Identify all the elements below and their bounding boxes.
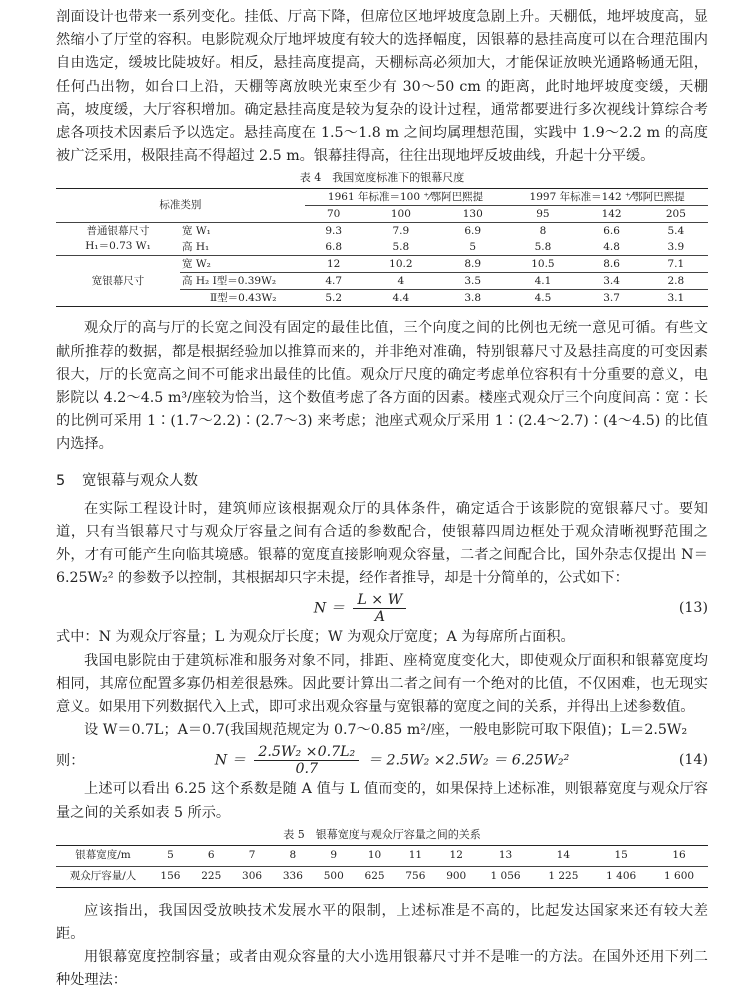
table-cell: 4.7: [305, 273, 363, 290]
table-cell: 7.1: [644, 256, 708, 273]
table-cell: 4.5: [534, 291, 552, 304]
table-4-group-1961: 1961 年标准＝100 ⁺⁄鄂阿巴熙提: [305, 189, 507, 206]
table-cell: 3.5: [439, 273, 506, 290]
eq14-lhs: N ＝: [214, 752, 246, 769]
table-cell: 14: [534, 845, 592, 866]
table-cell: 10.2: [363, 256, 440, 273]
table-cell: 12: [305, 256, 363, 273]
eq14-fraction: [254, 744, 359, 777]
table-4-ordinary-label: [56, 223, 180, 256]
table-4-height-h2: 高 H₂: [182, 274, 210, 287]
table-4-type-2: Ⅱ型＝0.43W₂: [210, 291, 277, 304]
ordinary-label-line-2: H₁＝0.73 W₁: [85, 240, 151, 253]
table-4-wide-label: 宽银幕尺寸: [56, 256, 180, 307]
table-cell: 11: [395, 845, 436, 866]
table-cell: 1 225: [548, 870, 579, 883]
table-cell: 225: [201, 870, 222, 883]
table-cell: 5.8: [534, 240, 552, 253]
table-5-row-label-width: 银幕宽度/m: [56, 845, 150, 866]
table-cell: 10.5: [506, 256, 579, 273]
table-cell: 8.9: [439, 256, 506, 273]
eq14-denominator: 0.7: [295, 760, 319, 777]
table-cell: 1 406: [606, 870, 637, 883]
table-cell: 3.9: [667, 240, 685, 253]
equation-13-number: (13): [678, 600, 708, 617]
section-heading: [56, 469, 708, 490]
table-cell: 7.9: [392, 224, 410, 237]
table-cell: 3.4: [579, 273, 643, 290]
section-number: 5: [56, 472, 66, 489]
eq13-numerator: L × W: [353, 592, 406, 609]
table-cell: 1 056: [490, 870, 521, 883]
table-cell: 5: [150, 845, 191, 866]
table-5-row-label-capacity: 观众厅容量/人: [69, 870, 137, 883]
paragraph-note: 应该指出，我国因受放映技术发展水平的限制，上述标准是不高的，比起发达国家来还有较大差距。: [56, 902, 708, 943]
paragraph-assumptions: 设 W＝0.7L；A＝0.7(我国规范规定为 0.7～0.85 m²/座，一般电影院可取下限值)；L＝2.5W₂: [84, 722, 688, 739]
table-cell: 156: [160, 870, 181, 883]
table-cell: 4: [363, 273, 440, 290]
table-cell: 3.7: [603, 291, 620, 304]
table-4-col: 142: [579, 206, 643, 223]
eq14-rhs: ＝ 2.5W₂ ×2.5W₂ ＝ 6.25W₂²: [367, 752, 570, 769]
page: [56, 6, 708, 993]
paragraph-china-cinemas: 我国电影院由于建筑标准和服务对象不同，排距、座椅宽度变化大，即使观众厅面积和银幕宽度均相同，其席位配置多寡仍相差很悬殊。因此要计算出二者之间有一个绝对的比值，不仅困难，也无现实意义。如果用下列数据代入上式，即可求出观众容量与宽银幕的宽度之间的关系，并得出上述参数值。: [56, 652, 708, 716]
table-cell: 8: [272, 845, 313, 866]
table-cell: 9: [313, 845, 354, 866]
table-cell: 4.8: [603, 240, 620, 253]
table-cell: 2.8: [644, 273, 708, 290]
table-cell: 15: [592, 845, 650, 866]
table-cell: 5.8: [392, 240, 410, 253]
table-cell: 336: [282, 870, 303, 883]
table-cell: 12: [436, 845, 477, 866]
equation-14: [56, 742, 708, 778]
paragraph-hall-proportions: 观众厅的高与厅的长宽之间没有固定的最佳比值，三个向度之间的比例也无统一意见可循。有些文献所推荐的数据，都是根据经验加以推算而来的，并非绝对准确，特别银幕尺寸及悬挂高度的可变因素很大，厅的长宽高之间不可能求出最佳的比值。观众厅尺度的确定考虑单位容积有十分重要的意义，电影院以 4.2～4.5 m³/座较为恰当，这个数值考虑了各方面的因素。楼座式观众厅三个向度间高∶宽∶长的比例可采用 1∶(1.7～2.2)∶(2.7～3) 来考虑；池座式观众厅采用 1∶(2.4～2.7)∶(4～4.5) 的比值内选择。: [56, 320, 708, 453]
table-4-col: 95: [506, 206, 579, 223]
table-cell: 10: [354, 845, 395, 866]
table-cell: 16: [650, 845, 708, 866]
table-cell: 756: [405, 870, 426, 883]
table-cell: 1 600: [664, 870, 695, 883]
table-5: [56, 845, 708, 888]
paragraph-formula-legend: 式中：N 为观众厅容量；L 为观众厅长度；W 为观众厅宽度；A 为每席所占面积。: [56, 629, 575, 646]
equation-14-number: (14): [678, 752, 708, 769]
table-cell: 4.4: [392, 291, 410, 304]
paragraph-screen-audience: 在实际工程设计时，建筑师应该根据观众厅的具体条件，确定适合于该影院的宽银幕尺寸。要知道，只有当银幕尺寸与观众厅容量之间有合适的参数配合，使银幕四周边框处于观众清晰视野范围之外，才有可能产生向临其境感。银幕的宽度直接影响观众容量，二者之间配合比，国外杂志仅提出 N＝6.25W₂² 的参数予以控制，其根据却只字未提，经作者推导，却是十分简单的，公式如下：: [56, 500, 708, 587]
table-cell: 5: [469, 240, 477, 253]
table-4-category-header: 标准类别: [56, 189, 305, 223]
equation-13-body: [56, 592, 668, 625]
type-1-label: Ⅰ型＝0.39W₂: [212, 274, 277, 287]
table-cell: 306: [242, 870, 263, 883]
table-4-width-w2: 宽 W₂: [180, 256, 305, 273]
table-cell: 900: [446, 870, 467, 883]
table-4-col: 100: [363, 206, 440, 223]
table-4-width-w1: 宽 W₁: [182, 224, 211, 237]
table-cell: 3.8: [464, 291, 482, 304]
table-5-caption: 表 5 银幕宽度与观众厅容量之间的关系: [283, 827, 481, 841]
table-4-caption: 表 4 我国宽度标准下的银幕尺度: [299, 171, 465, 185]
table-4-type-1: [180, 273, 305, 290]
eq14-prefix: 则：: [56, 753, 85, 770]
table-cell: 5.4: [667, 224, 685, 237]
table-cell: 13: [477, 845, 535, 866]
table-cell: 6: [191, 845, 232, 866]
paragraph-screen-height: 剖面设计也带来一系列变化。挂低、厅高下降，但席位区地坪坡度急剧上升。天棚低，地坪坡度高，显然缩小了厅堂的容积。电影院观众厅地坪坡度有较大的选择幅度，因银幕的悬挂高度可以在合理范围内自由选定，缓坡比陡坡好。相反，悬挂高度提高，天棚标高必须加大，才能保证放映光通路畅通无阻，任何凸出物，如台口上沿，天棚等离放映光束至少有 30～50 cm 的距离，此时地坪坡度变缓，天棚高，坡度缓，大厅容积增加。确定悬挂高度是较为复杂的设计过程，通常都要进行多次视线计算综合考虑各项技术因素后予以选定。悬挂高度在 1.5～1.8 m 之间均属理想范围，实践中 1.9～2.2 m 的高度被广泛采用，极限挂高不得超过 2.5 m。银幕挂得高，往往出现地坪反坡曲线，升起十分平缓。: [56, 9, 708, 165]
table-cell: 625: [364, 870, 385, 883]
paragraph-coefficient: 上述可以看出 6.25 这个系数是随 A 值与 L 值而变的，如果保持上述标准，则银幕宽度与观众厅容量之间的关系如表 5 所示。: [56, 781, 708, 821]
table-cell: 7: [232, 845, 273, 866]
paragraph-other-methods: 用银幕宽度控制容量；或者由观众容量的大小选用银幕尺寸并不是唯一的方法。在国外还用下列二种处理法：: [56, 949, 708, 989]
table-4: [56, 188, 708, 307]
table-cell: 500: [323, 870, 344, 883]
equation-13: [56, 590, 708, 626]
table-cell: 4.1: [506, 273, 579, 290]
table-4-height-h1: 高 H₁: [182, 240, 210, 253]
table-4-col: 70: [305, 206, 363, 223]
table-cell: 3.1: [667, 291, 685, 304]
table-cell: 5.2: [325, 291, 343, 304]
ordinary-label-line-1: 普通银幕尺寸: [86, 225, 150, 238]
eq13-lhs: N ＝: [313, 600, 345, 617]
eq13-fraction: [353, 592, 406, 625]
section-title: 宽银幕与观众人数: [82, 472, 198, 489]
table-cell: 8.6: [579, 256, 643, 273]
table-cell: 6.9: [464, 224, 482, 237]
eq14-numerator: 2.5W₂ ×0.7L₂: [254, 744, 359, 761]
table-4-group-1997: 1997 年标准＝142 ⁺⁄鄂阿巴熙提: [506, 189, 708, 206]
table-4-col: 205: [644, 206, 708, 223]
table-cell: 8: [539, 224, 547, 237]
table-cell: 9.3: [325, 224, 343, 237]
table-4-col: 130: [439, 206, 506, 223]
table-cell: 6.6: [603, 224, 620, 237]
table-cell: 6.8: [325, 240, 343, 253]
equation-14-body: [116, 744, 668, 777]
eq13-denominator: A: [374, 608, 385, 625]
